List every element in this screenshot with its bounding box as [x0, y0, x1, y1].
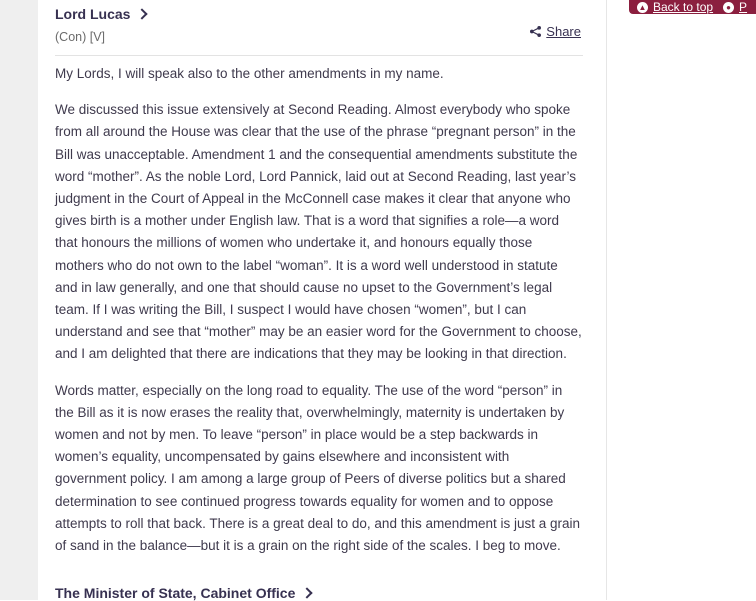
divider [55, 55, 583, 56]
back-to-top-link[interactable]: Back to top [653, 0, 714, 14]
back-to-top-item [637, 0, 713, 14]
debate-card [38, 0, 607, 600]
chevron-right-icon [302, 587, 313, 598]
speech-paragraph: We discussed this issue extensively at Second Reading. Almost everybody who spoke from all around the House was clear that the use of the phrase “pregnant person” in the Bill was unacceptable. Amendment 1 and the consequential amendments substitute the word “mother”. As the noble Lord, Lord Pannick, laid out at Second Reading, last year’s judgment in the Court of Appeal in the McConnell case makes it clear that anyone who gives birth is a mother under English law. That is a word that signifies a role—a word that honours the millions of women who undertake it, and honours equally those mothers who do not own to the label “woman”. It is a word well understood in statute and in law generally, and one that should cause no upset to the Government’s legal team. If I was writing the Bill, I suspect I would have chosen “women”, but I can understand and see that “mother” may be an easier word for the Government to choose, and I am delighted that there are indications that they may be looking in that direction. [55, 102, 582, 362]
speech-body [55, 63, 583, 571]
share-button[interactable] [530, 24, 581, 39]
toolbar-second-item [723, 0, 747, 14]
floating-toolbar [629, 0, 756, 14]
share-icon [530, 26, 541, 37]
arrow-up-icon: ▲ [638, 2, 647, 12]
left-gutter [0, 0, 38, 600]
speech-paragraph: My Lords, I will speak also to the other amendments in my name. [55, 66, 444, 81]
next-speaker-name: The Minister of State, Cabinet Office [55, 585, 296, 601]
speaker-name: Lord Lucas [55, 6, 131, 22]
speaker-affiliation: (Con) [V] [55, 30, 106, 44]
speech-paragraph: Words matter, especially on the long road to equality. The use of the word “person” in the Bill as it is now erases the reality that, overwhelmingly, maternity is undertaken by women and not by men. To leave “person” in place would be a step backwards in women’s equality, uncompensated by gains elsewhere and inconsistent with government policy. I am among a large group of Peers of diverse politics but a shared determination to see continued progress towards equality for women and to oppose attempts to roll that back. There is a great deal to do, and this amendment is just a grain of sand in the balance—but it is a grain on the right side of the scales. I beg to move. [55, 382, 581, 554]
speaker-link[interactable] [55, 6, 583, 22]
next-contribution-header [55, 585, 311, 601]
contribution-header [55, 6, 583, 44]
share-label: Share [546, 24, 581, 39]
toolbar-second-link[interactable]: P [739, 0, 748, 14]
print-icon: ● [723, 2, 734, 13]
next-speaker-link[interactable] [55, 585, 311, 601]
chevron-right-icon [137, 8, 148, 19]
right-sidebar [607, 0, 756, 600]
